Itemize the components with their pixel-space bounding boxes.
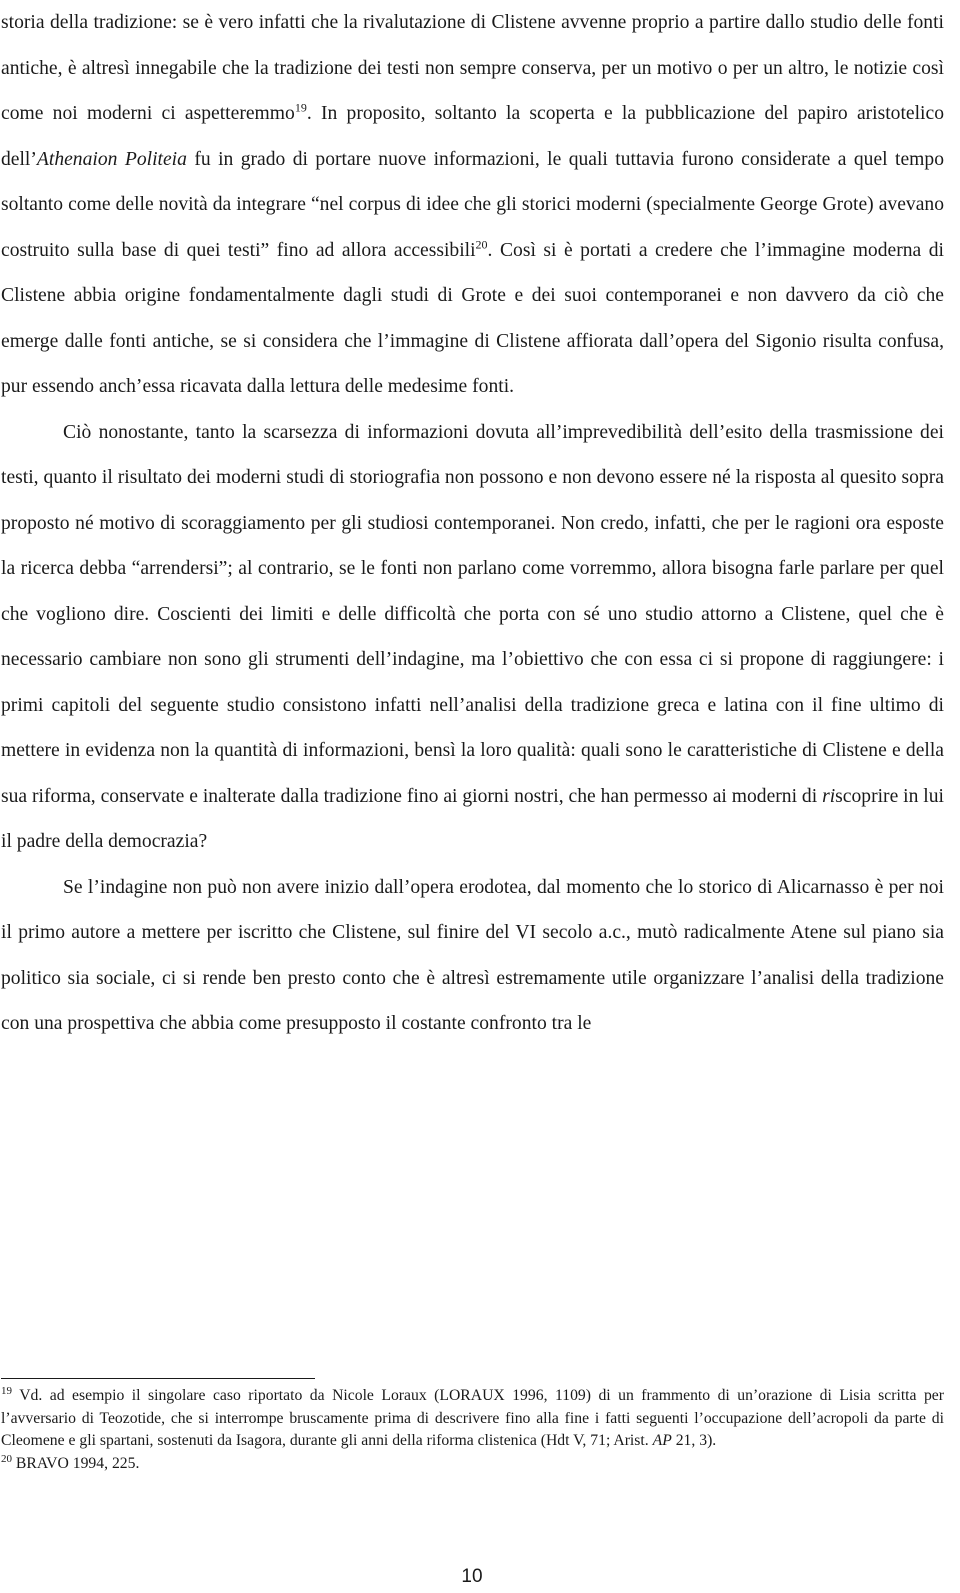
paragraph-text-run: . Così si è portati a credere che l’immagine moderna di Clistene abbia origine fondamentalmente dagli studi di Grote e dei suoi contemporanei e non davvero da ciò che emerge dalle fonti antiche, se si considera che l’immagine di Clistene affiorata dall’opera del Sigonio risulta confusa, pur essendo anch’essa ricavata dalla lettura delle medesime fonti. xyxy=(1,239,944,397)
footnote-marker: 19 xyxy=(294,100,307,115)
paragraph-italic-run: Athenaion Politeia xyxy=(36,148,187,170)
footnote-text-run: 21, 3). xyxy=(671,1432,717,1450)
paragraph-text-run: . In proposito, soltanto la scoperta e la pubblicazione del papiro aristotelico dell’ xyxy=(1,103,944,170)
footnote-italic-run: AP xyxy=(652,1432,672,1450)
footnote-text-run: Vd. ad esempio il singolare caso riportato da Nicole Loraux (LORAUX 1996, 1109) di un frammento di un’orazione di Lisia scritta per l’avversario di Teozotide, che si interrompe bruscamente prima di descrivere fino alla fine i fatti seguenti l’occupazione dell’acropoli da parte di Cleomene e gli spartani, sostenuti da Isagora, durante gli anni della riforma clistenica (Hdt V, 71; Arist. xyxy=(1,1387,944,1450)
footnote-separator xyxy=(1,1378,315,1379)
paragraph xyxy=(1,410,944,865)
paragraph-text-run: Ciò nonostante, tanto la scarsezza di informazioni dovuta all’imprevedibilità dell’esito della trasmissione dei testi, quanto il risultato dei moderni studi di storiografia non possono e non devono essere né la risposta al quesito sopra proposto né motivo di scoraggiamento per gli studiosi contemporanei. Non credo, infatti, che per le ragioni ora esposte la ricerca debba “arrendersi”; al contrario, se le fonti non parlano come vorremmo, allora bisogna farle parlare per quel che vogliono dire. Coscienti dei limiti e delle difficoltà che porta con sé uno studio attorno a Clistene, quel che è necessario cambiare non sono gli strumenti dell’indagine, ma l’obiettivo che con essa ci si propone di raggiungere: i primi capitoli del seguente studio consistono infatti nell’analisi della tradizione greca e latina con il fine ultimo di mettere in evidenza non la quantità di informazioni, bensì la loro qualità: quali sono le caratteristiche di Clistene e della sua riforma, conservate e inalterate dalla tradizione fino ai giorni nostri, che han permesso ai moderni di xyxy=(1,421,944,807)
footnote-marker: 19 xyxy=(1,1384,12,1397)
footnote-marker: 20 xyxy=(1,1452,12,1465)
footnotes xyxy=(1,1385,944,1475)
page-number: 10 xyxy=(461,1566,483,1587)
paragraph-text-run: fu in grado di portare nuove informazioni, le quali tuttavia furono considerate a quel tempo soltanto come delle novità da integrare “nel corpus di idee che gli storici moderni (specialmente George Grote) avevano costruito sulla base di quei testi” fino ad allora accessibili xyxy=(1,148,944,261)
paragraph xyxy=(1,865,944,1047)
footnote-text-run: BRAVO 1994, 225. xyxy=(12,1454,140,1472)
footnote xyxy=(1,1385,944,1453)
paragraph-text-run: scoprire in lui il padre della democrazia? xyxy=(1,785,944,852)
body-text xyxy=(1,0,944,1047)
footnote xyxy=(1,1453,944,1476)
paragraph-text-run: storia della tradizione: se è vero infatti che la rivalutazione di Clistene avvenne proprio a partire dallo studio delle fonti antiche, è altresì innegabile che la tradizione dei testi non sempre conserva, per un motivo o per un altro, le notizie così come noi moderni ci aspetteremmo xyxy=(1,12,944,124)
paragraph-italic-run: ri xyxy=(822,785,836,807)
paragraph xyxy=(1,0,944,410)
paragraph-text-run: Se l’indagine non può non avere inizio dall’opera erodotea, dal momento che lo storico di Alicarnasso è per noi il primo autore a mettere per iscritto che Clistene, sul finire del VI secolo a.c., mutò radicalmente Atene sul piano sia politico sia sociale, ci si rende ben presto conto che è altresì estremamente utile organizzare l’analisi della tradizione con una prospettiva che abbia come presupposto il costante confronto tra le xyxy=(1,876,944,1034)
footnote-marker: 20 xyxy=(475,236,488,251)
